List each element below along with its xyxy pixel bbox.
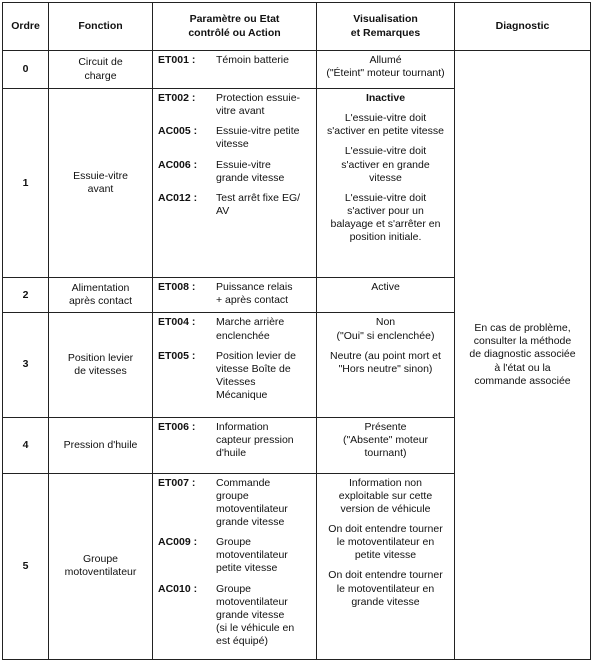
- parametre-entry: [158, 281, 311, 307]
- parametre-cell: [153, 89, 317, 278]
- parametre-label-line: est équipé): [216, 635, 268, 648]
- visualisation-line: L'essuie-vitre doit: [344, 112, 427, 125]
- fonction-line: Essuie-vitre: [73, 170, 128, 183]
- fonction-line: Alimentation: [71, 282, 130, 295]
- parametre-label-line: Position levier de: [216, 349, 296, 362]
- parametre-label-line: motoventilateur: [216, 595, 288, 608]
- parametre-label-line: motoventilateur: [216, 502, 288, 515]
- header-visualisation: Visualisation et Remarques: [317, 3, 455, 51]
- visualisation-line: grande vitesse: [351, 595, 420, 608]
- visualisation-cell: [317, 51, 455, 89]
- visualisation-cell: [317, 89, 455, 278]
- visualisation-line: Non: [375, 316, 396, 329]
- parametre-code: ET002 :: [158, 92, 196, 105]
- parametre-entry: [158, 54, 311, 67]
- parametre-entry: [158, 125, 311, 151]
- fonction-cell: [49, 417, 153, 473]
- diagnostic-line: En cas de problème,: [474, 322, 571, 335]
- visualisation-entry: [322, 145, 449, 184]
- parametre-label-line: (si le véhicule en: [216, 621, 295, 634]
- fonction-cell: [49, 51, 153, 89]
- ordre-cell: 2: [3, 278, 49, 313]
- parametre-entry: [158, 316, 311, 342]
- header-parametre: Paramètre ou Etat contrôlé ou Action: [153, 3, 317, 51]
- visualisation-entry: [322, 112, 449, 138]
- parametre-label-line: groupe: [216, 489, 249, 502]
- parametre-entry: [158, 192, 311, 218]
- visualisation-entry: [322, 281, 449, 294]
- parametre-code: AC006 :: [158, 158, 198, 171]
- visualisation-entry: [322, 350, 449, 376]
- visualisation-line: s'activer en petite vitesse: [327, 125, 444, 138]
- parametre-label-line: petite vitesse: [216, 562, 278, 575]
- visualisation-line: exploitable sur cette: [338, 489, 433, 502]
- fonction-line: Pression d'huile: [63, 438, 138, 451]
- visualisation-line: Présente: [364, 420, 407, 433]
- parametre-code: ET005 :: [158, 349, 196, 362]
- parametre-label: [216, 125, 311, 151]
- parametre-entry: [158, 477, 311, 530]
- visualisation-line: balayage et s'arrêter en: [330, 218, 441, 231]
- visualisation-line: le motoventilateur en: [336, 582, 435, 595]
- parametre-cell: [153, 473, 317, 659]
- visualisation-line: Active: [371, 281, 400, 294]
- visualisation-line: tournant): [364, 446, 407, 459]
- parametre-label-line: grande vitesse: [216, 608, 285, 621]
- diagnostic-line: à l'état ou la: [494, 361, 551, 374]
- visualisation-line: s'activer pour un: [347, 204, 424, 217]
- header-ordre: Ordre: [3, 3, 49, 51]
- fonction-cell: [49, 473, 153, 659]
- parametre-code: ET006 :: [158, 420, 196, 433]
- visualisation-line: Information non: [349, 476, 422, 489]
- parametre-entry: [158, 583, 311, 649]
- parametre-label-line: + après contact: [216, 294, 289, 307]
- parametre-label: [216, 192, 311, 218]
- parametre-label-line: Marche arrière: [216, 316, 285, 329]
- parametre-entry: [158, 350, 311, 403]
- visualisation-line: le motoventilateur en: [336, 536, 435, 549]
- fonction-line: après contact: [68, 295, 133, 308]
- parametre-label-line: Essuie-vitre petite: [216, 125, 300, 138]
- parametre-label-line: Témoin batterie: [216, 54, 289, 66]
- parametre-label: [216, 477, 311, 530]
- visualisation-cell: [317, 313, 455, 417]
- ordre-cell: 0: [3, 51, 49, 89]
- parametre-entry: [158, 421, 311, 460]
- parametre-label-line: grande vitesse: [216, 171, 285, 184]
- parametre-label: [216, 536, 311, 575]
- visualisation-entry: [322, 92, 449, 105]
- parametre-label-line: vitesse: [216, 138, 249, 151]
- ordre-cell: 5: [3, 473, 49, 659]
- parametre-entry: [158, 92, 311, 118]
- parametre-code: AC012 :: [158, 191, 198, 204]
- visualisation-cell: [317, 278, 455, 313]
- visualisation-line: Allumé: [369, 54, 402, 66]
- parametre-cell: [153, 313, 317, 417]
- visualisation-line: L'essuie-vitre doit: [344, 145, 427, 158]
- visualisation-line: version de véhicule: [340, 502, 431, 515]
- parametre-label: [216, 92, 311, 118]
- parametre-label: [216, 159, 311, 185]
- ordre-cell: 3: [3, 313, 49, 417]
- parametre-label-line: d'huile: [216, 446, 247, 459]
- diagnostic-line: commande associée: [474, 374, 571, 387]
- parametre-entry: [158, 159, 311, 185]
- parametre-entry: [158, 536, 311, 575]
- ordre-cell: 4: [3, 417, 49, 473]
- parametre-label-line: motoventilateur: [216, 549, 288, 562]
- visualisation-line: On doit entendre tourner: [328, 569, 443, 582]
- parametre-label-line: vitre avant: [216, 105, 265, 118]
- fonction-line: Groupe: [82, 553, 119, 566]
- visualisation-entry: [322, 316, 449, 342]
- parametre-label: [216, 281, 311, 307]
- visualisation-line: position initiale.: [349, 231, 422, 244]
- visualisation-line: vitesse: [369, 171, 402, 184]
- fonction-line: charge: [84, 69, 117, 82]
- visualisation-entry: [322, 569, 449, 608]
- parametre-cell: [153, 278, 317, 313]
- visualisation-line: "Hors neutre" sinon): [338, 362, 433, 375]
- visualisation-entry: [322, 523, 449, 562]
- parametre-code: AC010 :: [158, 582, 198, 595]
- parametre-code: ET001 :: [158, 54, 196, 66]
- parametre-label-line: Protection essuie-: [216, 92, 301, 105]
- parametre-code: ET004 :: [158, 316, 196, 329]
- parametre-label-line: Information: [216, 420, 269, 433]
- fonction-line: Circuit de: [78, 56, 123, 69]
- fonction-cell: [49, 313, 153, 417]
- visualisation-line: ("Absente" moteur: [342, 433, 429, 446]
- visualisation-entry: [322, 477, 449, 516]
- table-row: [3, 51, 591, 89]
- fonction-line: motoventilateur: [64, 566, 137, 579]
- parametre-label-line: Essuie-vitre: [216, 158, 271, 171]
- parametre-label-line: vitesse Boîte de: [216, 362, 291, 375]
- visualisation-entry: [322, 421, 449, 460]
- visualisation-entry: [322, 54, 449, 80]
- parametre-label-line: Test arrêt fixe EG/: [216, 191, 301, 204]
- parametre-label-line: capteur pression: [216, 433, 294, 446]
- parametre-label-line: Mécanique: [216, 389, 268, 402]
- diagnostic-line: de diagnostic associée: [469, 348, 576, 361]
- parametre-code: AC005 :: [158, 125, 198, 138]
- parametre-code: AC009 :: [158, 536, 198, 549]
- parametre-code: ET008 :: [158, 281, 196, 294]
- parametre-label-line: Vitesses: [216, 375, 256, 388]
- parametre-label-line: enclenchée: [216, 329, 270, 342]
- parametre-label-line: grande vitesse: [216, 516, 285, 529]
- parametre-label-line: Groupe: [216, 536, 252, 549]
- header-diagnostic: Diagnostic: [455, 3, 591, 51]
- parametre-label-line: Puissance relais: [216, 281, 293, 294]
- diagnostic-table: [2, 2, 591, 660]
- visualisation-line: ("Oui" si enclenchée): [336, 329, 435, 342]
- visualisation-line: On doit entendre tourner: [328, 523, 443, 536]
- parametre-label: [216, 54, 311, 67]
- parametre-label-line: AV: [216, 204, 230, 217]
- visualisation-line: ("Éteint" moteur tournant): [326, 67, 445, 80]
- parametre-label-line: Groupe: [216, 582, 252, 595]
- header-row: [3, 3, 591, 51]
- parametre-label-line: Commande: [216, 476, 271, 489]
- visualisation-line: L'essuie-vitre doit: [344, 191, 427, 204]
- header-fonction: Fonction: [49, 3, 153, 51]
- parametre-cell: [153, 51, 317, 89]
- diagnostic-cell: [455, 51, 591, 660]
- fonction-cell: [49, 278, 153, 313]
- visualisation-line: petite vitesse: [354, 549, 417, 562]
- visualisation-line: Inactive: [365, 92, 406, 105]
- parametre-label: [216, 316, 311, 342]
- fonction-line: Position levier: [67, 351, 134, 364]
- visualisation-cell: [317, 417, 455, 473]
- fonction-line: avant: [87, 183, 114, 196]
- visualisation-entry: [322, 192, 449, 245]
- visualisation-line: Neutre (au point mort et: [330, 349, 441, 362]
- parametre-label: [216, 583, 311, 649]
- visualisation-line: s'activer en grande: [341, 158, 430, 171]
- diagnostic-line: consulter la méthode: [473, 335, 572, 348]
- visualisation-cell: [317, 473, 455, 659]
- parametre-label: [216, 421, 311, 460]
- fonction-cell: [49, 89, 153, 278]
- parametre-cell: [153, 417, 317, 473]
- parametre-label: [216, 350, 311, 403]
- ordre-cell: 1: [3, 89, 49, 278]
- parametre-code: ET007 :: [158, 476, 196, 489]
- fonction-line: de vitesses: [74, 364, 127, 377]
